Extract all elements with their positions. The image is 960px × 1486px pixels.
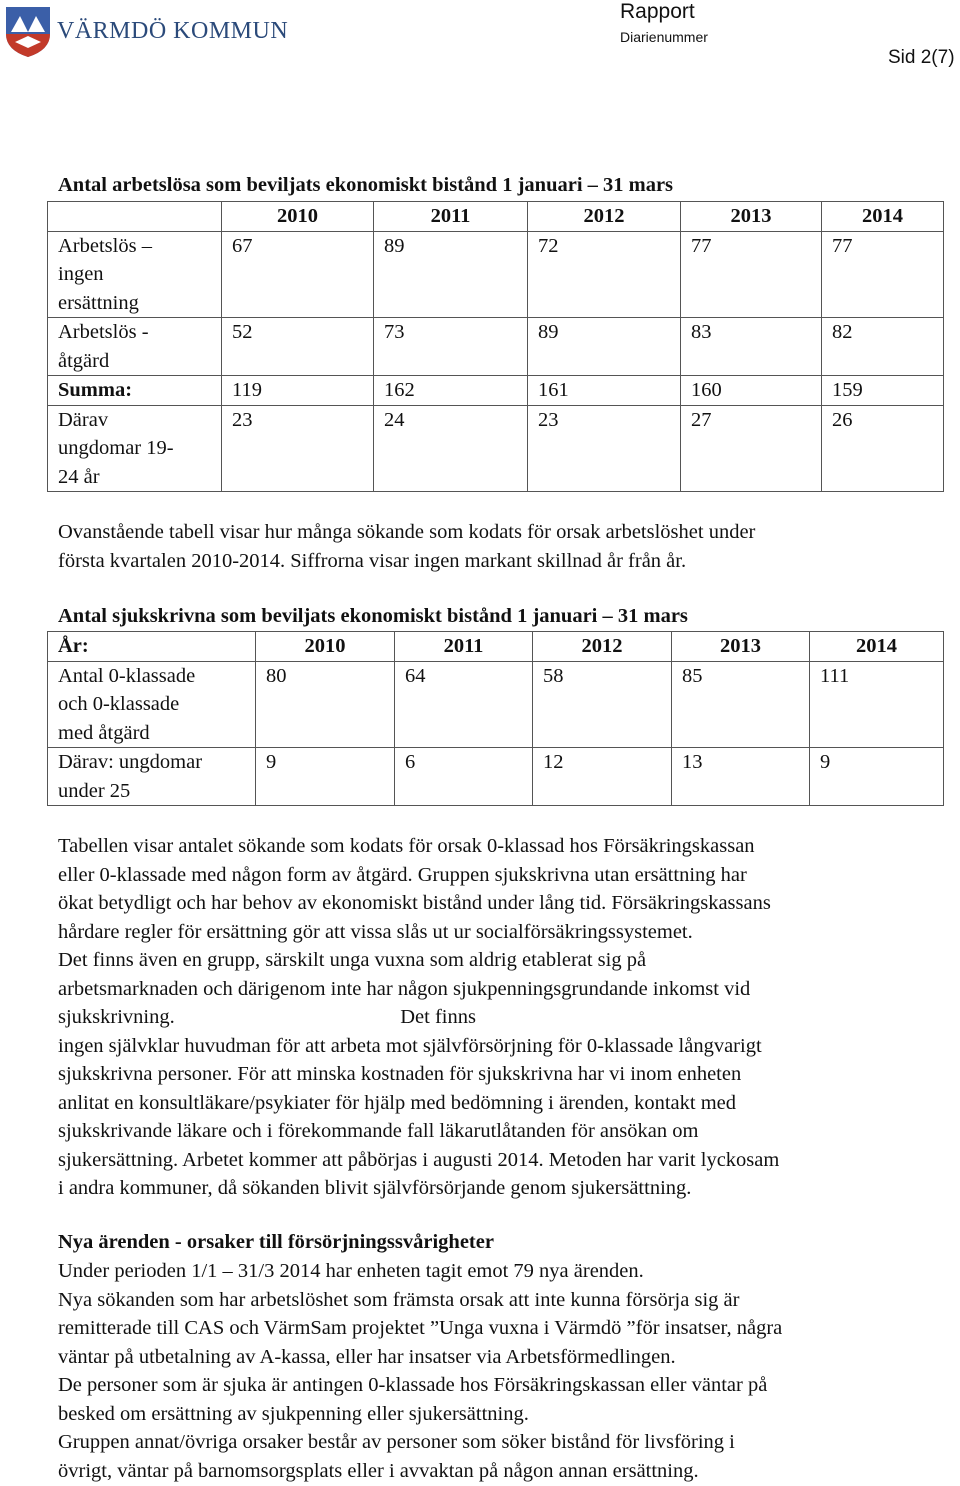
- table-row: [48, 376, 944, 406]
- value-cell: 80: [256, 661, 395, 748]
- diarienummer-label: Diarienummer: [620, 29, 708, 45]
- value-cell: 161: [528, 376, 681, 406]
- value-cell: 89: [374, 231, 528, 318]
- text-line: sjukskrivande läkare och i förekommande fall läkarutlåtanden för ansökan om: [58, 1120, 699, 1142]
- text-line: Nya sökanden som har arbetslöshet som främsta orsak att inte kunna försörja sig är: [58, 1288, 740, 1311]
- table-row: [48, 318, 944, 376]
- row-label-line: Arbetslös –: [58, 234, 152, 257]
- text-line: sjukskrivna personer. För att minska kostnaden för sjukskrivna har vi inom enheten: [58, 1063, 742, 1085]
- varmdo-coat-of-arms-icon: [5, 6, 51, 58]
- table-row: [48, 231, 944, 318]
- text-line: De personer som är sjuka är antingen 0-klassade hos Försäkringskassan eller väntar på: [58, 1374, 768, 1396]
- document-type: Rapport: [620, 0, 695, 23]
- text-line: besked om ersättning av sjukpenning eller sjukersättning.: [58, 1402, 529, 1425]
- row-label-cell: [48, 376, 222, 406]
- text-line: sjukskrivning. Det finns: [58, 1006, 476, 1028]
- value-cell: 159: [822, 376, 944, 406]
- section3-body: [58, 1257, 782, 1485]
- value-cell: 119: [222, 376, 374, 406]
- value-cell: 64: [395, 661, 533, 748]
- value-cell: 160: [681, 376, 822, 406]
- sick-leave-table: [47, 631, 944, 806]
- value-cell: 12: [533, 748, 672, 806]
- text-line: Gruppen annat/övriga orsaker består av personer som söker bistånd för livsföring i: [58, 1431, 735, 1453]
- text-line: hårdare regler för ersättning gör att vissa slås ut ur socialförsäkringssystemet.: [58, 920, 693, 943]
- table-row: [48, 748, 944, 806]
- paragraph-1: [58, 518, 755, 575]
- value-cell: 9: [810, 748, 944, 806]
- value-cell: 73: [374, 318, 528, 376]
- value-cell: 83: [681, 318, 822, 376]
- row-label-line: under 25: [58, 779, 131, 802]
- value-cell: 67: [222, 231, 374, 318]
- row-label-line: Därav: [58, 408, 109, 431]
- value-cell: 9: [256, 748, 395, 806]
- text-line: eller 0-klassade med någon form av åtgärd. Gruppen sjukskrivna utan ersättning har: [58, 863, 747, 886]
- row-label-line: Antal 0-klassade: [58, 664, 196, 687]
- row-label-line: Arbetslös -: [58, 321, 149, 343]
- header-year-cell: 2010: [222, 202, 374, 232]
- value-cell: 77: [681, 231, 822, 318]
- unemployed-table: [47, 201, 944, 492]
- header-label-cell: [48, 202, 222, 232]
- header-year-cell: 2011: [374, 202, 528, 232]
- text-line: remitterade till CAS och VärmSam projektet ”Unga vuxna i Värmdö ”för insatser, några: [58, 1317, 783, 1339]
- header-year-cell: 2011: [395, 632, 533, 662]
- header-year-cell: 2012: [528, 202, 681, 232]
- row-label-line: åtgärd: [58, 349, 110, 372]
- value-cell: 77: [822, 231, 944, 318]
- table2-title: Antal sjukskrivna som beviljats ekonomiskt bistånd 1 januari – 31 mars: [58, 605, 688, 627]
- value-cell: 111: [810, 661, 944, 748]
- header-year-cell: 2013: [672, 632, 810, 662]
- row-label-cell: [48, 748, 256, 806]
- header-year-cell: 2010: [256, 632, 395, 662]
- row-label-cell: [48, 318, 222, 376]
- table-row: [48, 661, 944, 748]
- text-line: anlitat en konsultläkare/psykiater för hjälp med bedömning i ärenden, kontakt med: [58, 1091, 737, 1114]
- text-line: övrigt, väntar på barnomsorgsplats eller i avvaktan på någon annan ersättning.: [58, 1459, 699, 1482]
- section3-title: Nya ärenden - orsaker till försörjningssvårigheter: [58, 1231, 494, 1253]
- text-line: ökat betydligt och har behov av ekonomiskt bistånd under lång tid. Försäkringskassans: [58, 892, 771, 914]
- value-cell: 23: [528, 405, 681, 492]
- header-label-cell: År:: [48, 632, 256, 662]
- value-cell: 13: [672, 748, 810, 806]
- row-label-line: ersättning: [58, 291, 139, 314]
- value-cell: 24: [374, 405, 528, 492]
- row-label-cell: [48, 661, 256, 748]
- paragraph-2: [58, 832, 779, 1203]
- organization-name: VÄRMDÖ KOMMUN: [57, 18, 289, 44]
- value-cell: 85: [672, 661, 810, 748]
- text-line: Det finns även en grupp, särskilt unga vuxna som aldrig etablerat sig på: [58, 949, 647, 971]
- row-label-cell: [48, 405, 222, 492]
- value-cell: 58: [533, 661, 672, 748]
- value-cell: 52: [222, 318, 374, 376]
- text-line: första kvartalen 2010-2014. Siffrorna visar ingen markant skillnad år från år.: [58, 549, 687, 572]
- row-label-cell: [48, 231, 222, 318]
- value-cell: 23: [222, 405, 374, 492]
- header-year-cell: 2012: [533, 632, 672, 662]
- row-label-line: ingen: [58, 263, 104, 285]
- value-cell: 6: [395, 748, 533, 806]
- value-cell: 162: [374, 376, 528, 406]
- text-line: sjukersättning. Arbetet kommer att påbörjas i augusti 2014. Metoden har varit lyckosam: [58, 1148, 780, 1171]
- value-cell: 72: [528, 231, 681, 318]
- text-line: i andra kommuner, då sökanden blivit självförsörjande genom sjukersättning.: [58, 1177, 692, 1199]
- text-line: Tabellen visar antalet sökande som kodats för orsak 0-klassad hos Försäkringskassan: [58, 835, 755, 857]
- row-label-line: 24 år: [58, 465, 100, 488]
- row-label-line: ungdomar 19-: [58, 437, 174, 459]
- text-line: ingen självklar huvudman för att arbeta mot självförsörjning för 0-klassade långvarigt: [58, 1034, 762, 1057]
- page-number: Sid 2(7): [888, 47, 955, 68]
- value-cell: 27: [681, 405, 822, 492]
- value-cell: 26: [822, 405, 944, 492]
- header-year-cell: 2014: [822, 202, 944, 232]
- text-line: arbetsmarknaden och därigenom inte har någon sjukpenningsgrundande inkomst vid: [58, 977, 751, 1000]
- table1-title: Antal arbetslösa som beviljats ekonomiskt bistånd 1 januari – 31 mars: [58, 174, 674, 196]
- header-year-cell: 2014: [810, 632, 944, 662]
- row-label-line: Summa:: [58, 379, 133, 401]
- header-year-cell: 2013: [681, 202, 822, 232]
- text-line: Under perioden 1/1 – 31/3 2014 har enheten tagit emot 79 nya ärenden.: [58, 1260, 644, 1282]
- value-cell: 82: [822, 318, 944, 376]
- table-header-row: [48, 632, 944, 662]
- text-line: Ovanstående tabell visar hur många sökande som kodats för orsak arbetslöshet under: [58, 521, 756, 543]
- row-label-line: och 0-klassade: [58, 693, 180, 715]
- text-line: väntar på utbetalning av A-kassa, eller har insatser via Arbetsförmedlingen.: [58, 1345, 676, 1368]
- row-label-line: Därav: ungdomar: [58, 751, 203, 773]
- value-cell: 89: [528, 318, 681, 376]
- table-row: [48, 405, 944, 492]
- table-header-row: [48, 202, 944, 232]
- row-label-line: med åtgärd: [58, 721, 150, 744]
